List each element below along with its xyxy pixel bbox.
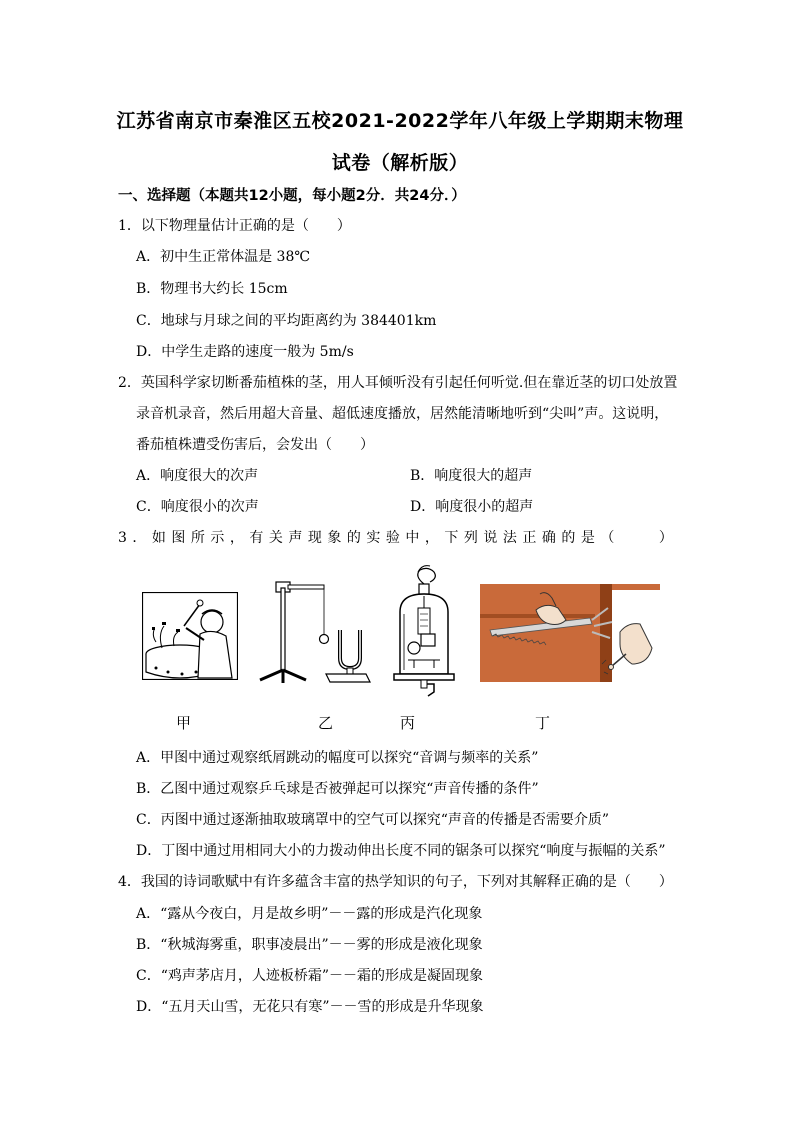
- q2-option-c: C．响度很小的次声: [136, 499, 259, 515]
- q1-option-a: A．初中生正常体温是 38℃: [136, 249, 311, 265]
- q2-stem-line2: 录音机录音，然后用超大音量、超低速度播放，居然能清晰地听到“尖叫”声。这说明，: [136, 406, 669, 422]
- figure-label-jia: 甲: [176, 714, 192, 732]
- section-heading: 一、选择题（本题共12小题，每小题2分．共24分．）: [118, 188, 466, 204]
- q1-stem: 1．以下物理量估计正确的是（ ）: [118, 218, 351, 234]
- figure-jia-drum: [142, 592, 238, 680]
- q3-option-b: B．乙图中通过观察乒乓球是否被弹起可以探究“声音传播的条件”: [136, 781, 539, 797]
- q2-option-b: B．响度很大的超声: [410, 468, 533, 484]
- q2-stem-line1: 2．英国科学家切断番茄植株的茎，用人耳倾听没有引起任何听觉.但在靠近茎的切口处放置: [118, 375, 678, 391]
- q1-option-c: C．地球与月球之间的平均距离约为 384401km: [136, 313, 437, 329]
- figure-ding-saw-blade: [480, 584, 660, 682]
- figure-label-bing: 丙: [400, 714, 416, 732]
- q1-option-b: B．物理书大约长 15cm: [136, 281, 288, 297]
- figure-label-ding: 丁: [535, 714, 551, 732]
- figure-yi-tuning-fork: [256, 578, 374, 686]
- q4-option-c: C．“鸡声茅店月，人迹板桥霜”－－霜的形成是凝固现象: [136, 968, 484, 984]
- q3-stem: 3．如图所示，有关声现象的实验中，下列说法正确的是（ ）: [118, 530, 679, 546]
- q4-option-b: B．“秋城海雾重，职事凌晨出”－－雾的形成是液化现象: [136, 937, 483, 953]
- q2-option-a: A．响度很大的次声: [136, 468, 259, 484]
- q3-option-a: A．甲图中通过观察纸屑跳动的幅度可以探究“音调与频率的关系”: [136, 750, 539, 766]
- q4-option-d: D．“五月天山雪，无花只有寒”－－雪的形成是升华现象: [136, 999, 484, 1015]
- q3-option-d: D．丁图中通过用相同大小的力拨动伸出长度不同的锯条可以探究“响度与振幅的关系”: [136, 843, 666, 859]
- figure-label-yi: 乙: [318, 714, 334, 732]
- q1-option-d: D．中学生走路的速度一般为 5m/s: [136, 344, 354, 360]
- figure-bing-bell-jar: [388, 562, 460, 702]
- q2-stem-line3: 番茄植株遭受伤害后，会发出（ ）: [136, 437, 374, 453]
- doc-title-line1: 江苏省南京市秦淮区五校2021-2022学年八年级上学期期末物理: [116, 110, 684, 132]
- q4-option-a: A．“露从今夜白，月是故乡明”－－露的形成是汽化现象: [136, 906, 483, 922]
- q4-stem: 4．我国的诗词歌赋中有许多蕴含丰富的热学知识的句子，下列对其解释正确的是（ ）: [118, 874, 673, 890]
- doc-title-line2: 试卷（解析版）: [331, 152, 469, 174]
- q2-option-d: D．响度很小的超声: [410, 499, 534, 515]
- q3-option-c: C．丙图中通过逐渐抽取玻璃罩中的空气可以探究“声音的传播是否需要介质”: [136, 812, 610, 828]
